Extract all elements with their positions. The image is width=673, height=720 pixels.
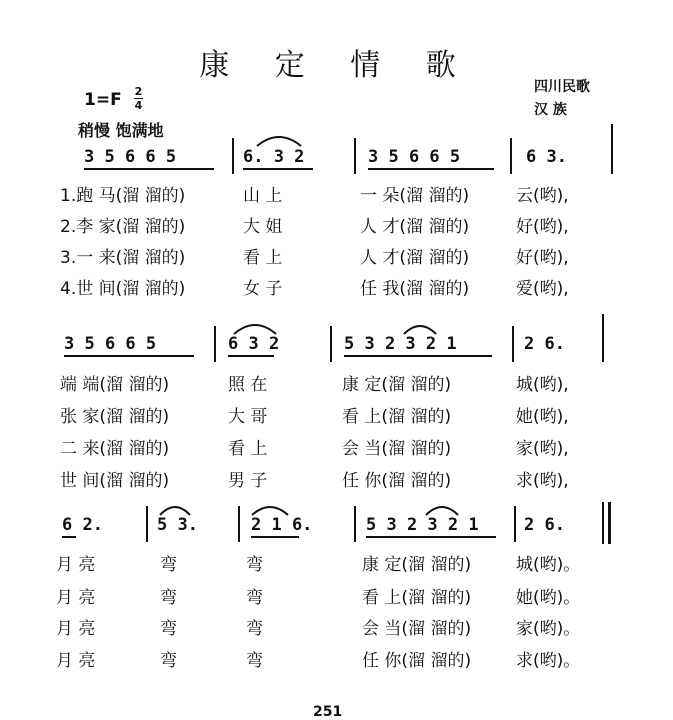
lyric-segment: 会 当(溜 溜的)	[362, 619, 472, 639]
lyric-segment: 一 朵(溜 溜的)	[360, 186, 470, 206]
bar-line	[354, 506, 356, 542]
lyric-segment: 弯	[246, 588, 263, 608]
measure-notes: 3 5 6 6 5	[368, 147, 461, 167]
beam-underline	[344, 355, 492, 357]
lyric-segment: 弯	[246, 651, 263, 671]
lyric-segment: 弯	[160, 555, 177, 575]
beam-underline	[366, 536, 496, 538]
lyric-segment: 家(哟),	[516, 439, 569, 459]
measure-notes: 2 6.	[524, 334, 565, 354]
lyric-segment: 弯	[246, 555, 263, 575]
bar-line	[510, 138, 512, 174]
lyric-segment: 看 上(溜 溜的)	[342, 407, 452, 427]
measure-notes: 2 1 6.	[251, 515, 313, 535]
lyric-segment: 康 定(溜 溜的)	[342, 375, 452, 395]
lyric-segment: 她(哟)。	[516, 588, 581, 608]
beam-underline	[64, 355, 194, 357]
slur-arc	[424, 499, 460, 517]
lyric-segment: 家(哟)。	[516, 619, 581, 639]
origin-ethnicity: 汉 族	[534, 102, 567, 118]
lyric-segment: 看 上	[243, 248, 283, 268]
lyric-segment: 弯	[160, 651, 177, 671]
lyric-segment: 看 上	[228, 439, 268, 459]
lyric-segment: 城(哟)。	[516, 555, 581, 575]
bar-line	[602, 314, 604, 362]
page-number: 251	[313, 704, 343, 720]
lyric-segment: 弯	[160, 588, 177, 608]
lyric-segment: 爱(哟),	[516, 279, 569, 299]
lyric-segment: 人 才(溜 溜的)	[360, 217, 470, 237]
final-bar-line-thin	[602, 502, 604, 544]
measure-notes: 2 6.	[524, 515, 565, 535]
beam-underline	[62, 536, 76, 538]
final-bar-line-thick	[608, 502, 611, 544]
lyric-segment: 城(哟),	[516, 375, 569, 395]
bar-line	[232, 138, 234, 174]
lyric-segment: 端 端(溜 溜的)	[60, 375, 170, 395]
measure-notes: 3 5 6 6 5	[84, 147, 177, 167]
lyric-segment: 女 子	[243, 279, 283, 299]
bar-line	[514, 506, 516, 542]
lyric-segment: 求(哟)。	[516, 651, 581, 671]
beam-underline	[84, 168, 214, 170]
measure-notes: 6 3.	[526, 147, 567, 167]
beam-underline	[368, 168, 494, 170]
tempo-marking: 稍慢 饱满地	[78, 121, 164, 140]
lyric-segment: 月 亮	[56, 555, 96, 575]
measure-notes: 5 3.	[157, 515, 198, 535]
time-signature	[134, 86, 143, 111]
song-title: 康 定 情 歌	[199, 48, 474, 83]
lyric-segment: 2.李 家(溜 溜的)	[60, 217, 186, 237]
bar-line	[330, 326, 332, 362]
lyric-segment: 1.跑 马(溜 溜的)	[60, 186, 186, 206]
time-sig-top: 2	[134, 85, 143, 98]
lyric-segment: 人 才(溜 溜的)	[360, 248, 470, 268]
beam-underline	[243, 168, 313, 170]
key-signature: 1=F	[84, 90, 122, 110]
beam-underline	[251, 536, 299, 538]
lyric-segment: 张 家(溜 溜的)	[60, 407, 170, 427]
lyric-segment: 会 当(溜 溜的)	[342, 439, 452, 459]
lyric-segment: 大 姐	[243, 217, 283, 237]
lyric-segment: 世 间(溜 溜的)	[60, 471, 170, 491]
measure-notes: 6 3 2	[228, 334, 280, 354]
lyric-segment: 二 来(溜 溜的)	[60, 439, 170, 459]
bar-line	[611, 124, 613, 174]
origin-region: 四川民歌	[534, 79, 590, 95]
lyric-segment: 云(哟),	[516, 186, 569, 206]
lyric-segment: 月 亮	[56, 588, 96, 608]
measure-notes: 6. 3 2	[243, 147, 305, 167]
lyric-segment: 弯	[246, 619, 263, 639]
slur-arc	[250, 499, 290, 517]
lyric-segment: 山 上	[243, 186, 283, 206]
lyric-segment: 求(哟),	[516, 471, 569, 491]
slur-arc	[232, 316, 278, 336]
lyric-segment: 大 哥	[228, 407, 268, 427]
measure-notes: 6 2.	[62, 515, 103, 535]
lyric-segment: 4.世 间(溜 溜的)	[60, 279, 186, 299]
lyric-segment: 看 上(溜 溜的)	[362, 588, 472, 608]
lyric-segment: 她(哟),	[516, 407, 569, 427]
lyric-segment: 3.一 来(溜 溜的)	[60, 248, 186, 268]
time-sig-bottom: 4	[134, 99, 143, 112]
lyric-segment: 任 你(溜 溜的)	[362, 651, 472, 671]
beam-underline	[228, 355, 274, 357]
lyric-segment: 弯	[160, 619, 177, 639]
lyric-segment: 好(哟),	[516, 248, 569, 268]
bar-line	[214, 326, 216, 362]
measure-notes: 5 3 2 3 2 1	[366, 515, 479, 535]
lyric-segment: 好(哟),	[516, 217, 569, 237]
lyric-segment: 任 你(溜 溜的)	[342, 471, 452, 491]
slur-arc	[158, 499, 192, 517]
lyric-segment: 照 在	[228, 375, 268, 395]
measure-notes: 3 5 6 6 5	[64, 334, 157, 354]
slur-arc	[402, 318, 438, 336]
lyric-segment: 月 亮	[56, 651, 96, 671]
measure-notes: 5 3 2 3 2 1	[344, 334, 457, 354]
bar-line	[238, 506, 240, 542]
bar-line	[146, 506, 148, 542]
slur-arc	[255, 128, 303, 148]
lyric-segment: 任 我(溜 溜的)	[360, 279, 470, 299]
bar-line	[354, 138, 356, 174]
lyric-segment: 月 亮	[56, 619, 96, 639]
lyric-segment: 康 定(溜 溜的)	[362, 555, 472, 575]
lyric-segment: 男 子	[228, 471, 268, 491]
bar-line	[512, 326, 514, 362]
